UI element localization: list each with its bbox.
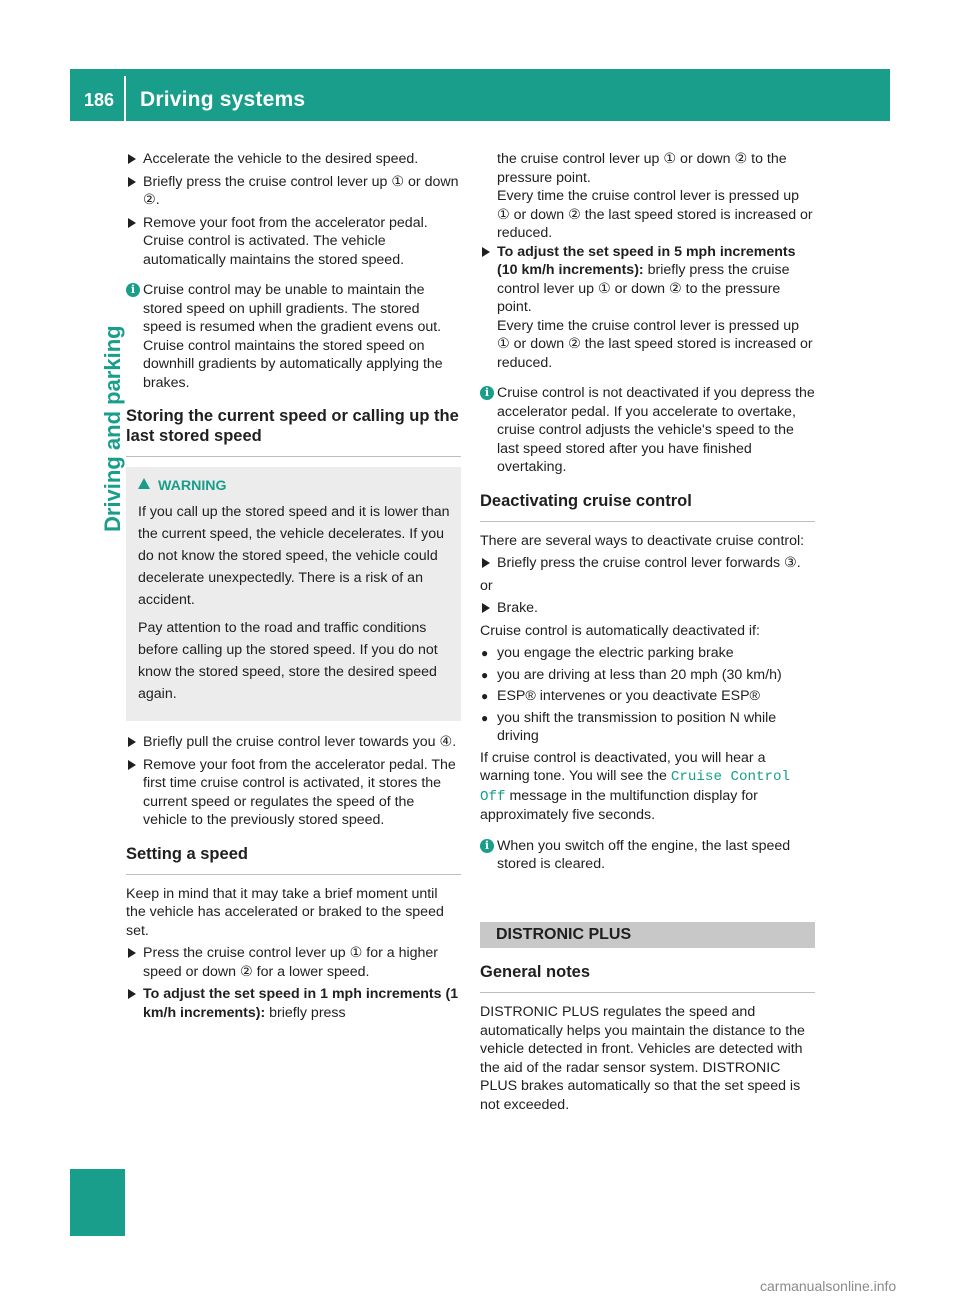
left-column (126, 150, 461, 1026)
step-adjust-5mph: To adjust the set speed in 5 mph increments (10 km/h increments): briefly press the cruise control lever up ① or down ② to the pressure point. Every time the cruise control lever is pressed up ① or down ② the last speed stored is increased or reduced. (480, 243, 815, 373)
info-note-uphill: i Cruise control may be unable to maintain the stored speed on uphill gradients. The stored speed is resumed when the gradient evens out. Cruise control maintains the stored speed on downhill gradients by automatically applying the brakes. (126, 281, 461, 392)
bullet-transmission: ● you shift the transmission to position N while driving (481, 709, 777, 744)
triangle-arrow-icon (128, 177, 136, 187)
triangle-arrow-icon (128, 948, 136, 958)
step-remove-foot-2: Remove your foot from the accelerator pedal. The first time cruise control is activated, it stores the current speed or regulates the speed of the vehicle to the previously stored speed. (126, 756, 461, 830)
bullet-icon: ● (481, 710, 489, 725)
triangle-arrow-icon (482, 247, 490, 257)
setting-paragraph: Keep in mind that it may take a brief moment until the vehicle has accelerated or braked to the speed set. (126, 885, 444, 939)
step-1mph-continued: the cruise control lever up ① or down ② to the pressure point. Every time the cruise control lever is pressed up ① or down ② the last speed stored is increased or reduced. (497, 151, 813, 241)
step-press-lever: Briefly press the cruise control lever up ① or down ②. (126, 173, 461, 210)
step-accelerate: Accelerate the vehicle to the desired speed. (126, 150, 461, 169)
triangle-arrow-icon (482, 603, 490, 613)
bullet-icon: ● (481, 646, 489, 660)
info-note-accelerator: i Cruise control is not deactivated if you depress the accelerator pedal. If you accelerate to overtake, cruise control adjusts the vehicle's speed to the last speed stored after you have finished overtaking. (480, 384, 815, 477)
step-remove-foot: Remove your foot from the accelerator pedal. Cruise control is activated. The vehicle automatically maintains the stored speed. (126, 214, 461, 270)
bullet-icon: ● (481, 689, 489, 703)
triangle-arrow-icon (128, 154, 136, 164)
step-press-up-down: Press the cruise control lever up ① for a higher speed or down ② for a lower speed. (126, 944, 461, 981)
side-marker (70, 1169, 125, 1236)
heading-general-notes: General notes (480, 962, 815, 993)
warning-text-1: If you call up the stored speed and it is lower than the current speed, the vehicle decelerates. If you do not know the stored speed, the vehicle could decelerate unexpectedly. There is a risk of an accident. (138, 504, 450, 608)
info-icon: i (480, 839, 494, 853)
or-text: or (480, 577, 493, 594)
bullet-parking-brake: ● you engage the electric parking brake (481, 645, 734, 661)
display-message: Cruise Control Off (480, 769, 791, 805)
triangle-arrow-icon (482, 558, 490, 568)
watermark: carmanualsonline.info (760, 1278, 897, 1294)
right-column (480, 150, 815, 1118)
info-note-engine-off: i When you switch off the engine, the last speed stored is cleared. (480, 837, 815, 874)
step-press-forwards: Briefly press the cruise control lever forwards ③. (480, 554, 815, 573)
heading-setting-speed: Setting a speed (126, 844, 461, 875)
auto-deactivate-paragraph: Cruise control is automatically deactivated if: (480, 622, 760, 639)
warning-box (126, 467, 461, 721)
bullet-esp: ● ESP® intervenes or you deactivate ESP® (481, 688, 761, 704)
side-tab-label: Driving and parking (100, 325, 125, 532)
info-icon: i (480, 386, 494, 400)
triangle-arrow-icon (128, 760, 136, 770)
heading-deactivating: Deactivating cruise control (480, 491, 815, 522)
triangle-arrow-icon (128, 218, 136, 228)
triangle-arrow-icon (128, 737, 136, 747)
general-notes-paragraph: DISTRONIC PLUS regulates the speed and automatically helps you maintain the distance to the vehicle detected in front. Vehicles are detected with the aid of the radar sensor system. DISTRONIC PLUS brakes automatically so that the set speed is not exceeded. (480, 1004, 805, 1113)
step-adjust-1mph: To adjust the set speed in 1 mph increments (1 km/h increments): briefly press (126, 985, 461, 1022)
page-number: 186 (84, 90, 115, 110)
deactivated-message-paragraph: If cruise control is deactivated, you will hear a warning tone. You will see the Cruise Control Off message in the multifunction display for approximately five seconds. (480, 749, 791, 823)
deactivate-paragraph: There are several ways to deactivate cruise control: (480, 532, 805, 549)
side-tab (70, 122, 123, 1237)
step-pull-lever: Briefly pull the cruise control lever towards you ④. (126, 733, 461, 752)
step-brake: Brake. (480, 599, 815, 618)
bullet-speed: ● you are driving at less than 20 mph (30 km/h) (481, 666, 782, 683)
info-icon: i (126, 283, 140, 297)
section-title: Driving systems (140, 88, 306, 111)
triangle-arrow-icon (128, 989, 136, 999)
warning-text-2: Pay attention to the road and traffic conditions before calling up the stored speed. If you do not know the stored speed, store the desired speed again. (138, 620, 438, 702)
warning-triangle-icon (138, 478, 150, 489)
heading-storing-speed: Storing the current speed or calling up the last stored speed (126, 406, 461, 457)
heading-distronic-plus: DISTRONIC PLUS (480, 922, 815, 949)
warning-title: WARNING (138, 475, 453, 497)
header-divider (124, 76, 126, 121)
bullet-icon: ● (481, 667, 489, 682)
